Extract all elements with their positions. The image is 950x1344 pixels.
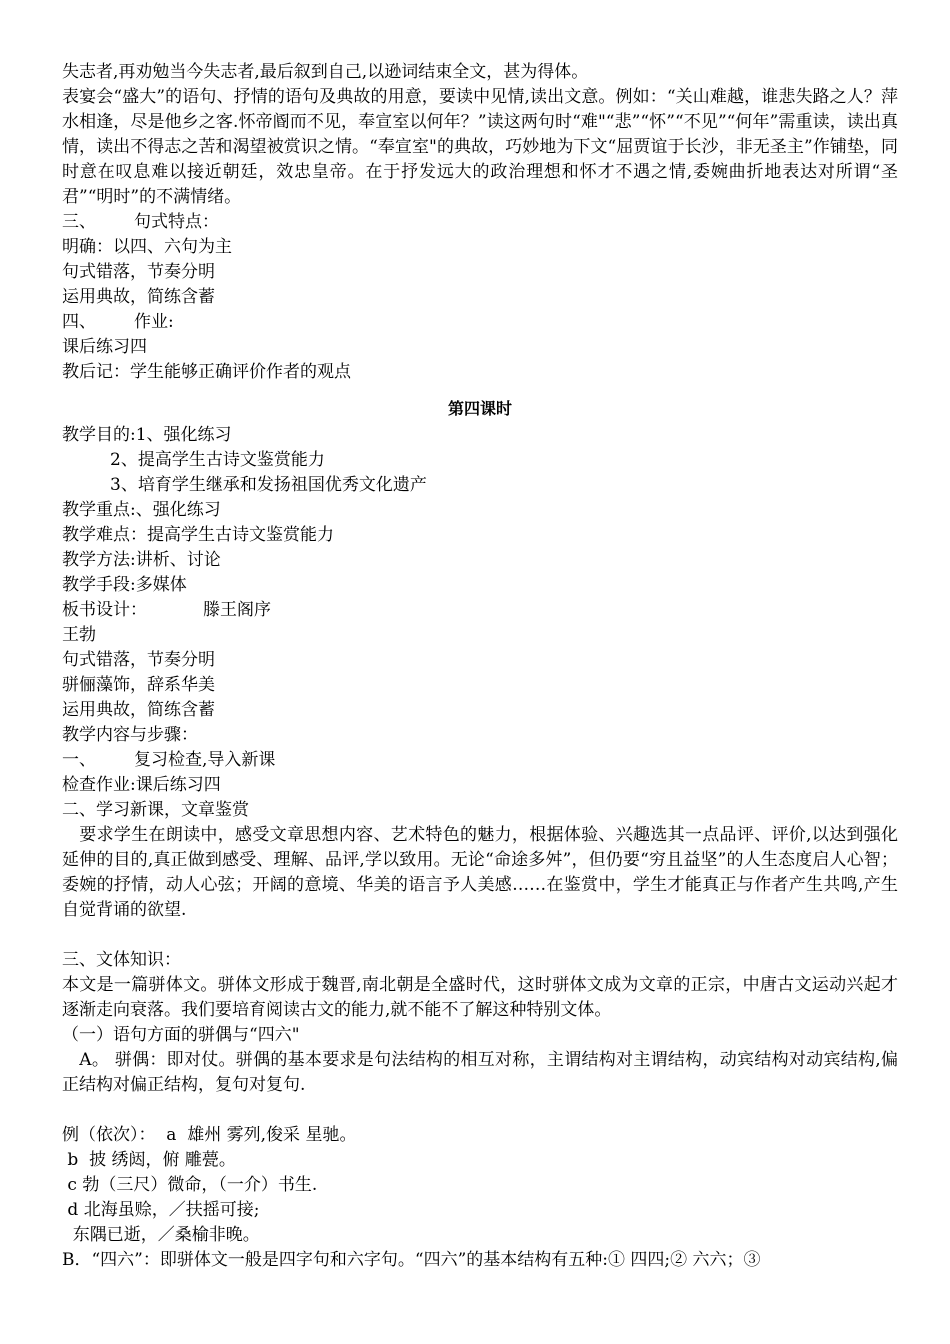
- text-line: 检查作业:课后练习四: [62, 775, 221, 795]
- text-line: 教学内容与步骤：: [62, 725, 198, 745]
- board-label: 板书设计：: [62, 600, 147, 620]
- step-number: 一、: [62, 750, 96, 770]
- text-line: 句式错落，节奏分明: [62, 262, 215, 282]
- teaching-difficulty: 教学难点：提高学生古诗文鉴赏能力: [62, 525, 334, 545]
- section-title: 句式特点：: [134, 212, 219, 232]
- text-line: 失志者,再劝勉当今失志者,最后叙到自己,以逊词结束全文，甚为得体。: [62, 62, 589, 82]
- step-heading-3: 三、文体知识：: [62, 950, 181, 970]
- section-heading-4: [62, 310, 898, 335]
- section-heading-3: [62, 210, 898, 235]
- blank-line: [62, 923, 898, 948]
- lesson-title: 第四课时: [447, 399, 512, 418]
- author-name: 王勃: [62, 625, 96, 645]
- example-line: 例（依次）： a 雄州 雾列,俊采 星驰。: [62, 1125, 357, 1145]
- teaching-goal: 3、培育学生继承和发扬祖国优秀文化遗产: [110, 475, 427, 495]
- text-line: 句式错落，节奏分明: [62, 650, 215, 670]
- text-line: 教后记：学生能够正确评价作者的观点: [62, 362, 351, 382]
- paragraph-reading-guidance: 表宴会“盛大”的语句、抒情的语句及典故的用意，要读中见情,读出文意。例如：“关山难越，谁悲失路之人？萍水相逢，尽是他乡之客.怀帝阍而不见，奉宣室以何年？”读这两句时“难"“悲”“怀”“不见”“何年”需重读，读出真情，读出不得志之苦和渴望被赏识之情。“奉宣室"的典故，巧妙地为下文“屈贾谊于长沙，非无圣主”作铺垫，同时意在叹息难以接近朝廷，效忠皇帝。在于抒发远大的政治理想和怀才不遇之情,委婉曲折地表达对所谓“圣君”“明时”的不满情绪。: [62, 87, 898, 207]
- document-page: [62, 60, 898, 1273]
- text-line: 课后练习四: [62, 337, 147, 357]
- section-title: 作业:: [134, 312, 174, 332]
- example-line: b 披 绣闼，俯 雕甍。: [62, 1150, 236, 1170]
- paragraph-parallelism: A。 骈偶：即对仗。骈偶的基本要求是句法结构的相互对称，主谓结构对主谓结构，动宾结构对动宾结构,偏正结构对偏正结构，复句对复句.: [62, 1050, 898, 1095]
- example-line: c 勃（三尺）微命，（一介）书生.: [62, 1175, 318, 1195]
- board-design: [62, 598, 898, 623]
- text-line: 运用典故，简练含蓄: [62, 700, 215, 720]
- step-title: 复习检查,导入新课: [134, 750, 276, 770]
- example-line: d 北海虽赊，／扶摇可接;: [62, 1200, 260, 1220]
- text-line: 骈俪藻饰，辞系华美: [62, 675, 215, 695]
- paragraph-genre: 本文是一篇骈体文。骈体文形成于魏晋,南北朝是全盛时代，这时骈体文成为文章的正宗，中唐古文运动兴起才逐渐走向衰落。我们要培育阅读古文的能力,就不能不了解这种特别文体。: [62, 975, 898, 1020]
- example-line: 东隅已逝，／桑榆非晚。: [62, 1225, 260, 1245]
- paragraph-appreciation: 要求学生在朗读中，感受文章思想内容、艺术特色的魅力，根据体验、兴趣选其一点品评、评价,以达到强化延伸的目的,真正做到感受、理解、品评,学以致用。无论“命途多舛”，但仍要“穷且益坚”的人生态度启人心智；委婉的抒情，动人心弦；开阔的意境、华美的语言予人美感……在鉴赏中，学生才能真正与作者产生共鸣,产生自觉背诵的欲望.: [62, 825, 898, 920]
- step-heading-2: 二、学习新课，文章鉴赏: [62, 800, 249, 820]
- teaching-method: 教学方法:讲析、讨论: [62, 550, 221, 570]
- subsection-heading: （一）语句方面的骈偶与“四六": [62, 1025, 300, 1045]
- teaching-key-point: 教学重点:、强化练习: [62, 500, 221, 520]
- step-heading-1: [62, 748, 898, 773]
- text-line: B．“四六”：即骈体文一般是四字句和六字句。“四六”的基本结构有五种:① 四四;② 六六；③: [62, 1250, 761, 1270]
- section-number: 四、: [62, 312, 96, 332]
- teaching-goal: 教学目的:1、强化练习: [62, 425, 232, 445]
- teaching-goal: 2、提高学生古诗文鉴赏能力: [110, 450, 325, 470]
- teaching-media: 教学手段:多媒体: [62, 575, 187, 595]
- blank-line: [62, 1098, 898, 1123]
- board-title: 滕王阁序: [203, 600, 271, 620]
- text-line: 明确：以四、六句为主: [62, 237, 232, 257]
- section-number: 三、: [62, 212, 96, 232]
- text-line: 运用典故，简练含蓄: [62, 287, 215, 307]
